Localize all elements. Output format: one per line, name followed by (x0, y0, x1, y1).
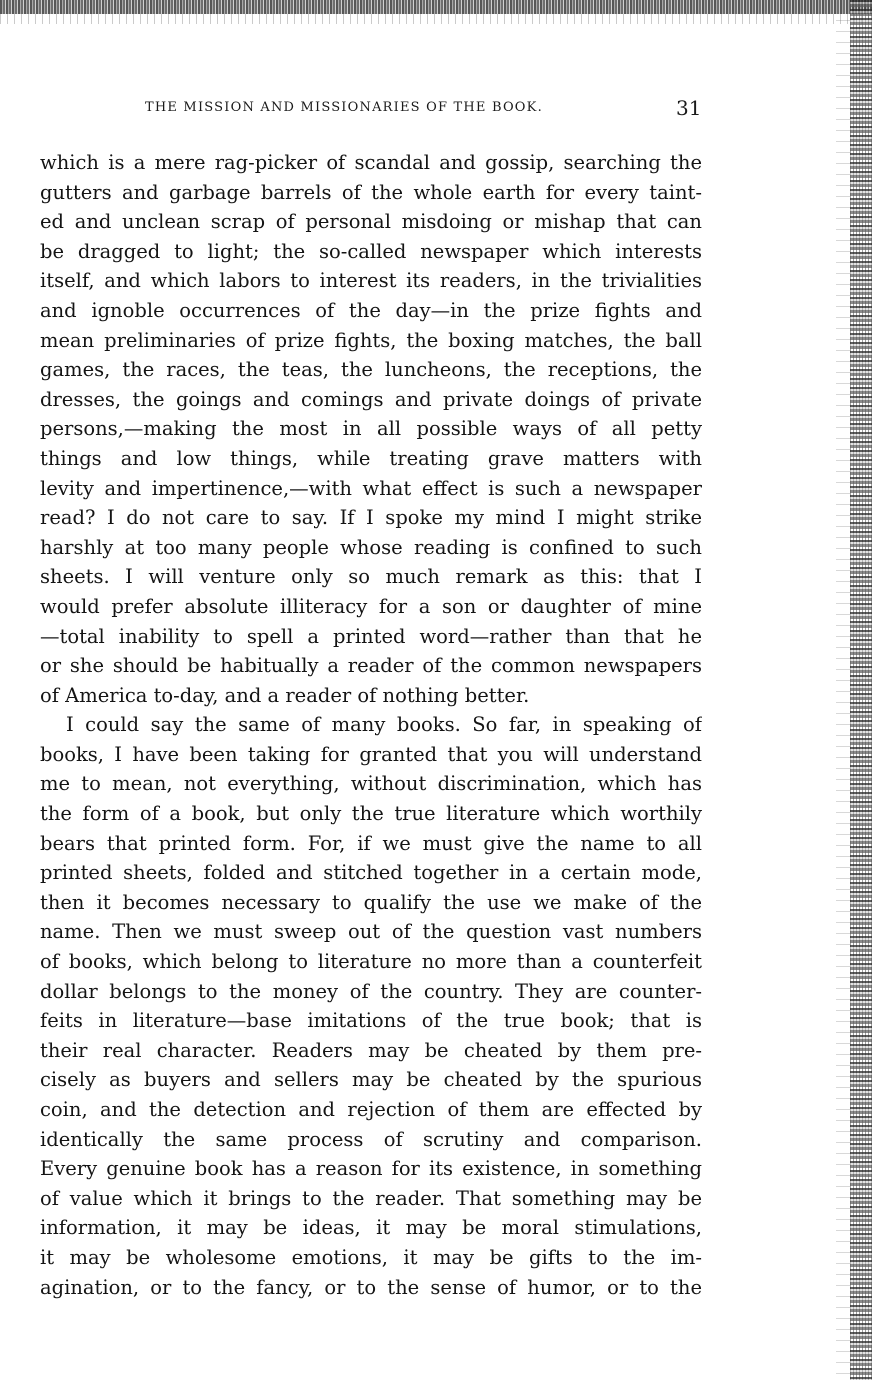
text-line: persons,—making the most in all possible ways of all petty (40, 417, 702, 441)
scan-edge-right-shadow (836, 20, 850, 1380)
scan-edge-top (0, 0, 872, 14)
text-line: agination, or to the fancy, or to the sense of humor, or to the (40, 1275, 702, 1299)
text-line: information, it may be ideas, it may be moral stimulations, (40, 1216, 702, 1240)
text-line: which is a mere rag-picker of scandal and gossip, searching the (40, 151, 702, 174)
text-line: bears that printed form. For, if we must give the name to all (40, 831, 702, 855)
text-line: printed sheets, folded and stitched together in a certain mode, (40, 861, 702, 885)
text-line: their real character. Readers may be cheated by them pre- (40, 1038, 702, 1062)
text-line: mean preliminaries of prize fights, the boxing matches, the ball (40, 328, 702, 352)
text-line: would prefer absolute illiteracy for a son or daughter of mine (40, 594, 702, 618)
text-line: coin, and the detection and rejection of them are effected by (40, 1098, 702, 1121)
text-line: Every genuine book has a reason for its existence, in something (40, 1157, 702, 1181)
text-line: feits in literature—base imitations of the true book; that is (40, 1009, 702, 1033)
text-line: be dragged to light; the so-called newspaper which interests (40, 239, 702, 263)
body-text (40, 148, 702, 1302)
text-line: the form of a book, but only the true literature which worthily (40, 802, 702, 826)
text-line: gutters and garbage barrels of the whole earth for every taint- (40, 180, 702, 204)
text-line: dollar belongs to the money of the country. They are counter- (40, 979, 702, 1003)
text-line: cisely as buyers and sellers may be cheated by the spurious (40, 1068, 702, 1092)
text-line: levity and impertinence,—with what effect is such a newspaper (40, 476, 702, 500)
text-line: books, I have been taking for granted that you will understand (40, 742, 702, 766)
text-line: or she should be habitually a reader of the common newspapers (40, 654, 702, 678)
text-line: of value which it brings to the reader. That something may be (40, 1186, 702, 1210)
text-line: games, the races, the teas, the luncheons, the receptions, the (40, 358, 702, 382)
scan-edge-right (850, 0, 872, 1380)
running-head: THE MISSION AND MISSIONARIES OF THE BOOK. (145, 100, 543, 115)
text-line: read? I do not care to say. If I spoke my mind I might strike (40, 506, 702, 530)
text-line: ed and unclean scrap of personal misdoing or mishap that can (40, 210, 702, 234)
text-line: name. Then we must sweep out of the question vast numbers (40, 920, 702, 944)
text-line: of books, which belong to literature no more than a counterfeit (40, 950, 702, 974)
text-line: identically the same process of scrutiny and comparison. (40, 1127, 702, 1151)
text-line: it may be wholesome emotions, it may be gifts to the im- (40, 1245, 702, 1269)
text-line: sheets. I will venture only so much remark as this: that I (40, 565, 702, 589)
text-line: things and low things, while treating grave matters with (40, 446, 702, 470)
text-line: dresses, the goings and comings and private doings of private (40, 387, 702, 411)
page-number: 31 (676, 96, 702, 120)
text-line: itself, and which labors to interest its readers, in the trivialities (40, 269, 702, 293)
text-line: —total inability to spell a printed word—rather than that he (40, 624, 702, 648)
text-line: I could say the same of many books. So far, in speaking of (66, 713, 702, 737)
text-line: me to mean, not everything, without discrimination, which has (40, 772, 702, 796)
text-line: then it becomes necessary to qualify the use we make of the (40, 890, 702, 914)
text-line: and ignoble occurrences of the day—in the prize fights and (40, 298, 702, 322)
text-line: of America to-day, and a reader of nothing better. (40, 683, 530, 707)
text-line: harshly at too many people whose reading is confined to such (40, 535, 702, 559)
